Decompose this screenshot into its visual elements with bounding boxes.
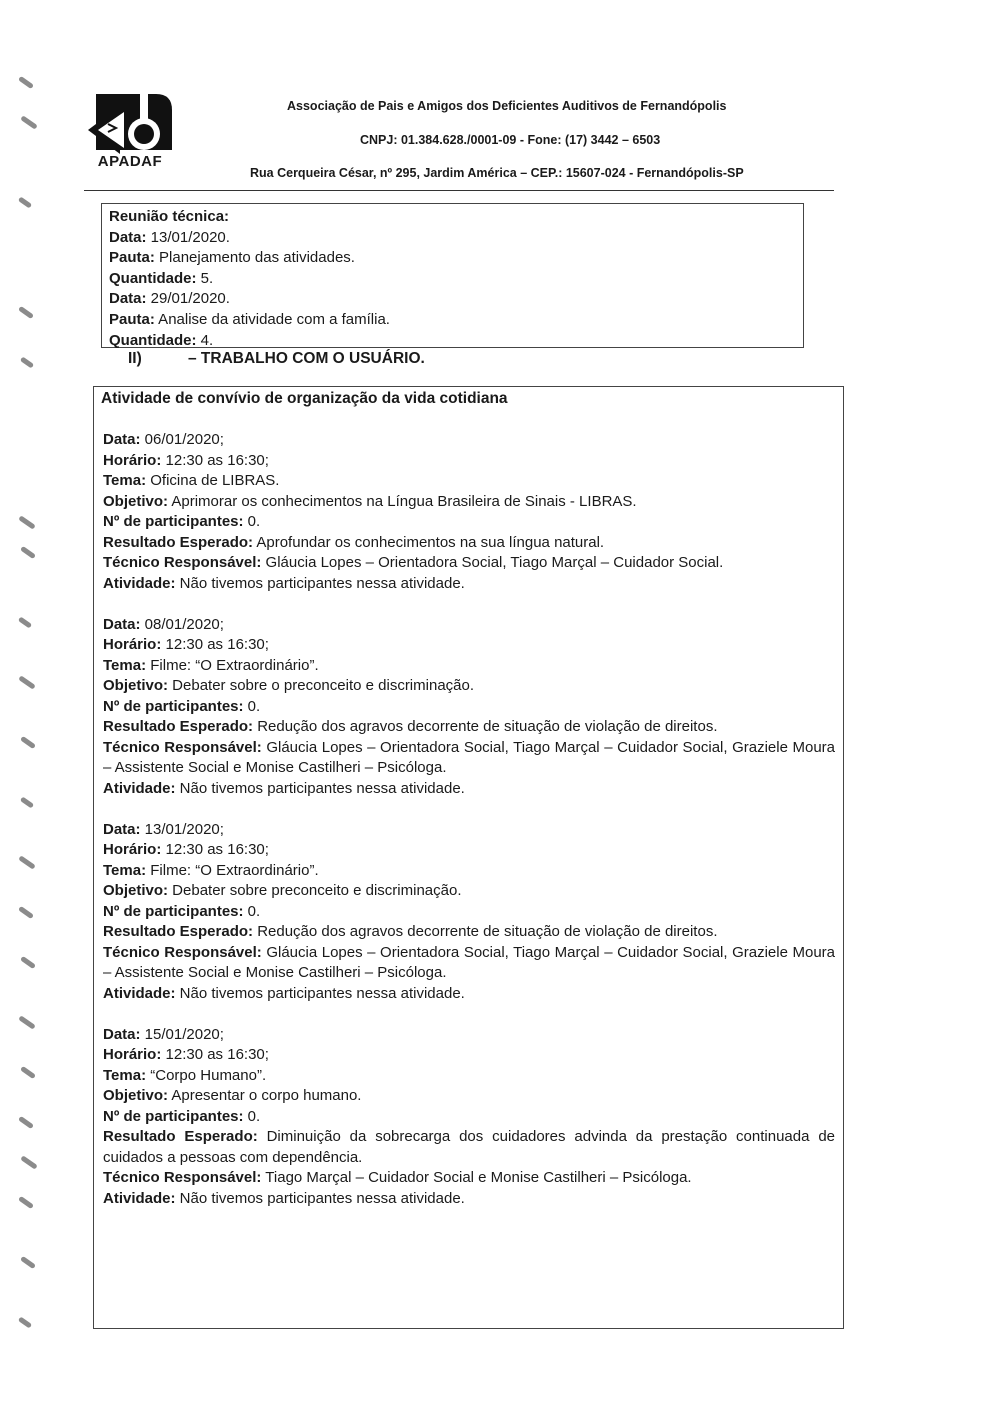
entry-participants: Nº de participantes: 0. [103, 697, 261, 715]
activity-entries [103, 430, 835, 1230]
entry-objective: Objetivo: Aprimorar os conhecimentos na Língua Brasileira de Sinais - LIBRAS. [103, 492, 637, 510]
activity-entry [103, 430, 835, 594]
entry-technician: Técnico Responsável: Gláucia Lopes – Orientadora Social, Tiago Marçal – Cuidador Social, Graziele Moura – Assistente Social e Monise Castilheri – Psicóloga. [103, 943, 836, 981]
entry-objective: Objetivo: Apresentar o corpo humano. [103, 1087, 362, 1104]
entry-expected-result: Resultado Esperado: Aprofundar os conhecimentos na sua língua natural. [103, 533, 605, 551]
entry-expected-result: Resultado Esperado: Redução dos agravos decorrente de situação de violação de direitos. [103, 923, 718, 940]
entry-objective: Objetivo: Debater sobre o preconceito e discriminação. [103, 677, 475, 694]
logo-text: APADAF [97, 153, 163, 170]
activity-entry [103, 820, 835, 1005]
entry-theme: Tema: “Corpo Humano”. [103, 1066, 267, 1084]
entry-date: Data: 08/01/2020; [103, 615, 224, 633]
activity-entry [103, 615, 835, 800]
meeting-title: Reunião técnica: [109, 208, 230, 225]
entry-theme: Tema: Oficina de LIBRAS. [103, 472, 280, 489]
meeting-row: Pauta: Planejamento das atividades. [109, 249, 355, 267]
activities-title: Atividade de convívio de organização da vida cotidiana [101, 390, 508, 407]
meeting-row: Quantidade: 4. [109, 331, 214, 349]
entry-objective: Objetivo: Debater sobre preconceito e discriminação. [103, 882, 462, 899]
activities-box [93, 386, 844, 1329]
meeting-row: Data: 29/01/2020. [109, 290, 230, 308]
meeting-row: Pauta: Analise da atividade com a família. [109, 310, 390, 328]
entry-participants: Nº de participantes: 0. [103, 902, 261, 920]
organization-name: Associação de Pais e Amigos dos Deficientes Auditivos de Fernandópolis [287, 99, 727, 113]
entry-activity: Atividade: Não tivemos participantes nessa atividade. [103, 574, 465, 592]
entry-expected-result: Resultado Esperado: Diminuição da sobrecarga dos cuidadores advinda da prestação continuada de cuidados a pessoas com dependência. [103, 1128, 835, 1166]
entry-expected-result: Resultado Esperado: Redução dos agravos decorrente de situação de violação de direitos. [103, 718, 718, 735]
entry-theme: Tema: Filme: “O Extraordinário”. [103, 861, 319, 879]
section-title: – TRABALHO COM O USUÁRIO. [188, 350, 425, 367]
entry-activity: Atividade: Não tivemos participantes nessa atividade. [103, 779, 465, 797]
entry-date: Data: 15/01/2020; [103, 1025, 224, 1043]
entry-technician: Técnico Responsável: Tiago Marçal – Cuidador Social e Monise Castilheri – Psicóloga. [103, 1169, 692, 1186]
section-number: II) [128, 350, 142, 367]
technical-meeting-box [101, 203, 804, 348]
header-divider [84, 190, 834, 191]
entry-date: Data: 06/01/2020; [103, 431, 224, 448]
binding-marks [8, 60, 58, 1360]
entry-participants: Nº de participantes: 0. [103, 513, 261, 530]
entry-time: Horário: 12:30 as 16:30; [103, 841, 269, 858]
entry-technician: Técnico Responsável: Gláucia Lopes – Orientadora Social, Tiago Marçal – Cuidador Social, Graziele Moura – Assistente Social e Monise Castilheri – Psicóloga. [103, 738, 836, 776]
cnpj-phone: CNPJ: 01.384.628./0001-09 - Fone: (17) 3442 – 6503 [360, 133, 661, 147]
entry-activity: Atividade: Não tivemos participantes nessa atividade. [103, 984, 465, 1002]
entry-activity: Atividade: Não tivemos participantes nessa atividade. [103, 1189, 465, 1207]
entry-technician: Técnico Responsável: Gláucia Lopes – Orientadora Social, Tiago Marçal – Cuidador Social. [103, 554, 724, 571]
activity-entry [103, 1025, 835, 1210]
entry-theme: Tema: Filme: “O Extraordinário”. [103, 656, 319, 674]
entry-time: Horário: 12:30 as 16:30; [103, 451, 269, 469]
address: Rua Cerqueira César, nº 295, Jardim América – CEP.: 15607-024 - Fernandópolis-SP [250, 166, 744, 180]
entry-date: Data: 13/01/2020; [103, 820, 224, 838]
meeting-row: Data: 13/01/2020. [109, 228, 230, 246]
entry-time: Horário: 12:30 as 16:30; [103, 1046, 269, 1063]
meeting-row: Quantidade: 5. [109, 269, 214, 287]
entry-time: Horário: 12:30 as 16:30; [103, 636, 269, 653]
entry-participants: Nº de participantes: 0. [103, 1107, 261, 1125]
